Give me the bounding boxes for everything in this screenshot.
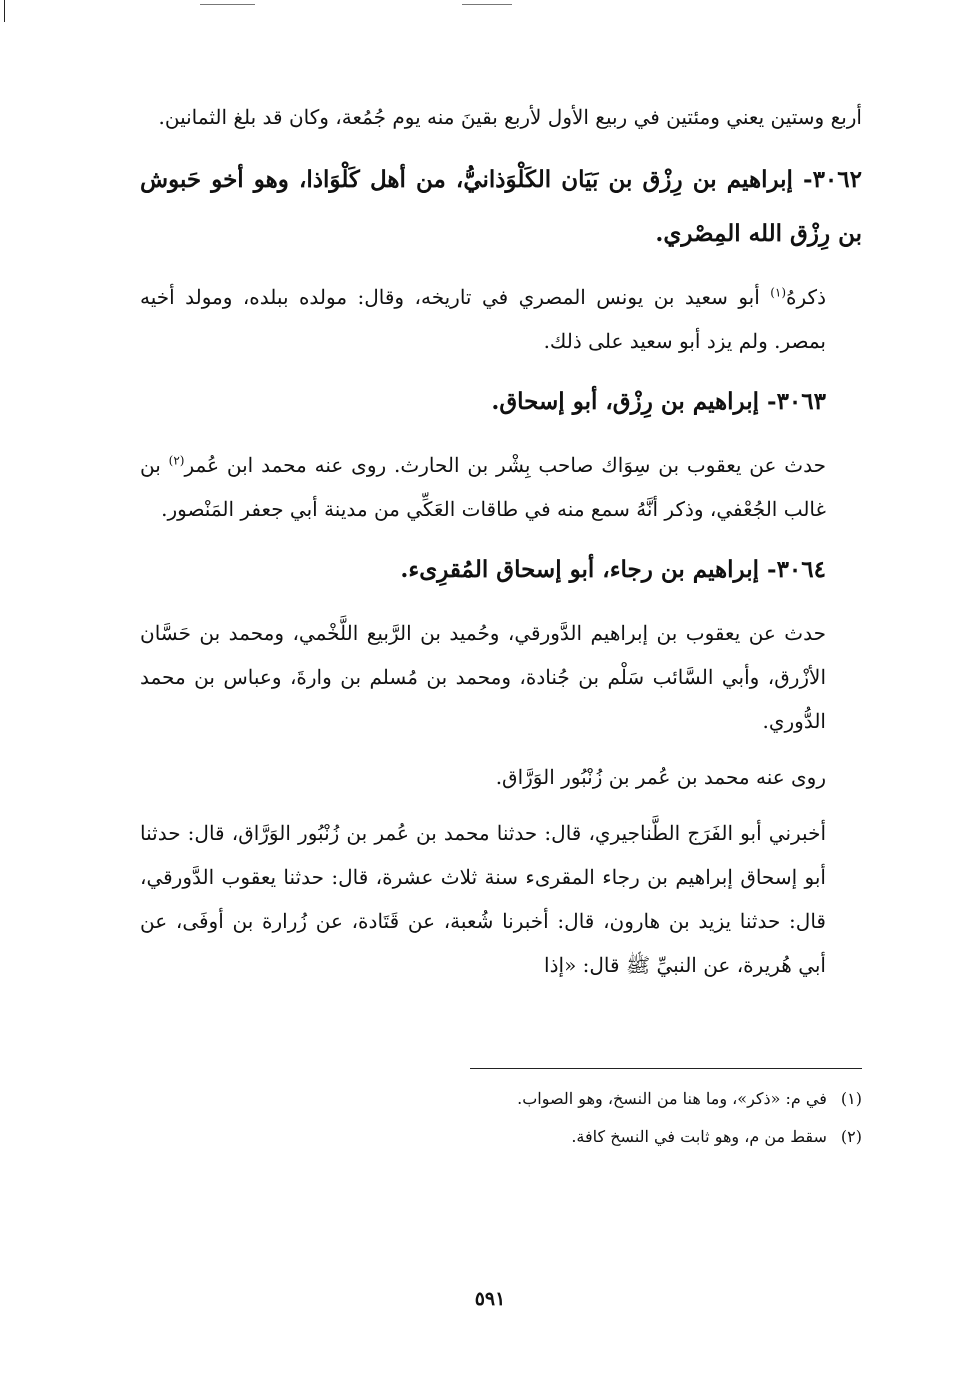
footnote-number: (٢) [840, 1127, 862, 1146]
entry-3063-text [140, 443, 862, 531]
main-text [140, 95, 862, 999]
footnote-text: سقط من م، وهو ثابت في النسخ كافة. [571, 1127, 827, 1146]
footnote-1 [420, 1080, 862, 1118]
top-dash-right [462, 4, 512, 5]
entry-3063-text-a: حدث عن يعقوب بن سِوَاك صاحب بِشْر بن الحارث. روى عنه محمد ابن عُمر [184, 453, 826, 477]
entry-3064-text-1: حدث عن يعقوب بن إبراهيم الدَّورقي، وحُميد بن الرَّبيع اللَّخْمي، ومحمد بن حَسَّان الأزْرق، وأبي السَّائب سَلْم بن جُنادة، ومحمد بن مُسلم بن وارةَ، وعباس بن محمد الدُّوري. [140, 621, 826, 733]
page-number: ٥٩١ [474, 1288, 506, 1310]
entry-3062-text-b: أبو سعيد بن يونس المصري في تاريخه، وقال: مولده ببلده، ومولد أخيه بمصر. ولم يزد أبو سعيد على ذلك. [140, 285, 826, 353]
footnote-2 [420, 1118, 862, 1156]
footnote-ref-1: (١) [770, 285, 787, 300]
entry-3062-heading: ٣٠٦٢- إبراهيم بن رِزْق بن بَيَان الكَلْوَذانيُّ، من أهل كَلْوَاذا، وهو أخو حَبوش بن رِزْق الله المِصْري. [140, 166, 862, 247]
footnotes [420, 1080, 862, 1156]
entry-3064-text-2: روى عنه محمد بن عُمر بن زُنْبُور الوَرَّاق. [495, 765, 826, 789]
footnote-text: في م: «ذكر»، وما هنا من النسخ، وهو الصواب. [517, 1089, 827, 1108]
intro-paragraph: أربع وستين يعني ومئتين في ربيع الأول لأربع بقينَ منه يوم جُمُعة، وكان قد بلغ الثمانين. [158, 105, 862, 129]
entry-3063-heading: ٣٠٦٣- إبراهيم بن رِزْق، أبو إسحاق. [491, 388, 826, 415]
footnote-separator [470, 1068, 862, 1069]
entry-3062-text [140, 275, 862, 363]
entry-3064-text-3: أخبرني أبو الفَرَج الطَّناجيري، قال: حدثنا محمد بن عُمر بن زُنْبُور الوَرَّاق، قال: حدثنا أبو إسحاق إبراهيم بن رجاء المقرىء سنة ثلاث عشرة، قال: حدثنا يعقوب الدَّورقي، قال: حدثنا يزيد بن هارون، قال: أخبرنا شُعبة، عن قَتَادة، عن زُرارة بن أوفَى، عن أبي هُريرة، عن النبيِّ ﷺ قال: «إذا [140, 821, 826, 977]
footnote-number: (١) [840, 1089, 862, 1108]
top-dash-left [200, 4, 255, 5]
entry-3062-text-a: ذكرهُ [786, 285, 826, 309]
entry-3063-text-b: بن غالب الجُعْفي، وذكر أنَّهُ سمع منه في طاقات العَكِّي من مدينة أبي جعفر المَنْصور. [140, 453, 826, 521]
footnote-ref-2: (٢) [168, 453, 185, 468]
entry-3064-heading: ٣٠٦٤- إبراهيم بن رجاء، أبو إسحاق المُقرِىء. [400, 556, 826, 583]
page-edge-mark [4, 0, 5, 22]
